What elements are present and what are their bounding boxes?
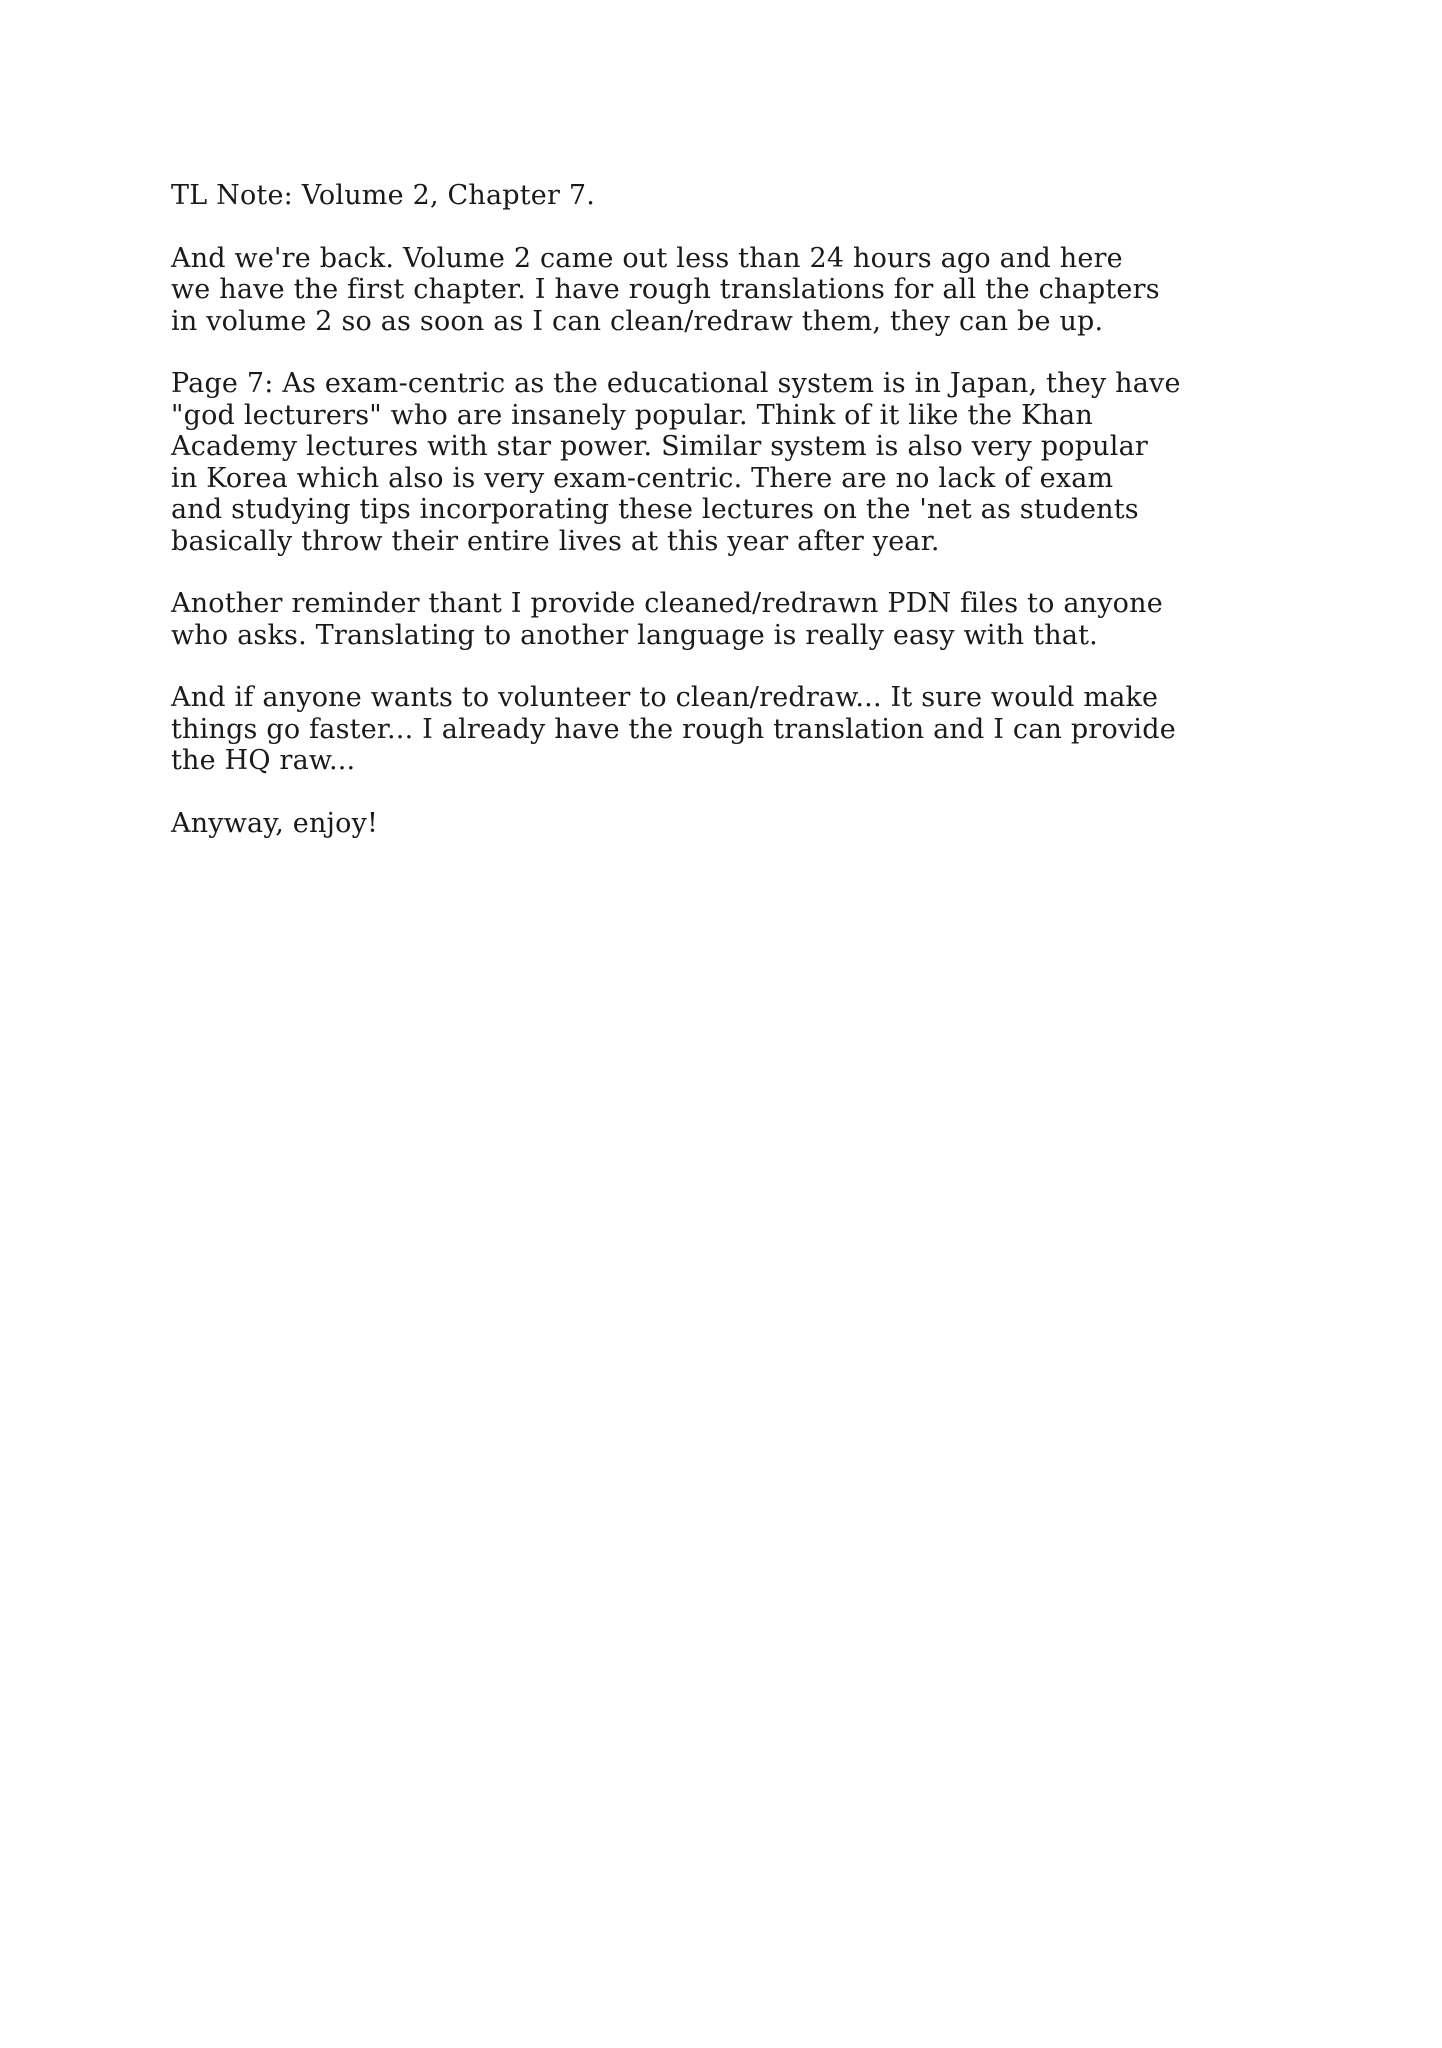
paragraph-reminder — [171, 588, 1291, 651]
text-line: Anyway, enjoy! — [171, 807, 379, 839]
text-line: who asks. Translating to another language is really easy with that. — [171, 619, 1098, 651]
text-line: in volume 2 so as soon as I can clean/redraw them, they can be up. — [171, 305, 1104, 337]
text-line: And if anyone wants to volunteer to clean/redraw... It sure would make — [171, 682, 1159, 713]
text-line: basically throw their entire lives at this year after year. — [171, 525, 940, 557]
text-line: TL Note: Volume 2, Chapter 7. — [171, 180, 596, 211]
text-line: Page 7: As exam-centric as the educational system is in Japan, they have — [171, 368, 1181, 399]
text-line: Another reminder thant I provide cleaned/redrawn PDN files to anyone — [171, 588, 1163, 619]
text-line: things go faster... I already have the rough translation and I can provide — [171, 713, 1176, 745]
text-line: the HQ raw... — [171, 745, 356, 776]
note-heading — [171, 180, 1291, 212]
text-line: And we're back. Volume 2 came out less than 24 hours ago and here — [171, 242, 1123, 274]
text-line: in Korea which also is very exam-centric. There are no lack of exam — [171, 462, 1114, 494]
paragraph-closing — [171, 808, 1291, 840]
paragraph-page-7 — [171, 368, 1291, 557]
text-line: Academy lectures with star power. Similar system is also very popular — [171, 431, 1149, 462]
text-line: and studying tips incorporating these lectures on the 'net as students — [171, 494, 1139, 525]
paragraph-intro — [171, 243, 1291, 338]
translator-note — [171, 180, 1291, 870]
text-line: "god lecturers" who are insanely popular. Think of it like the Khan — [171, 399, 1093, 431]
paragraph-volunteer — [171, 682, 1291, 777]
text-line: we have the first chapter. I have rough translations for all the chapters — [171, 274, 1160, 305]
